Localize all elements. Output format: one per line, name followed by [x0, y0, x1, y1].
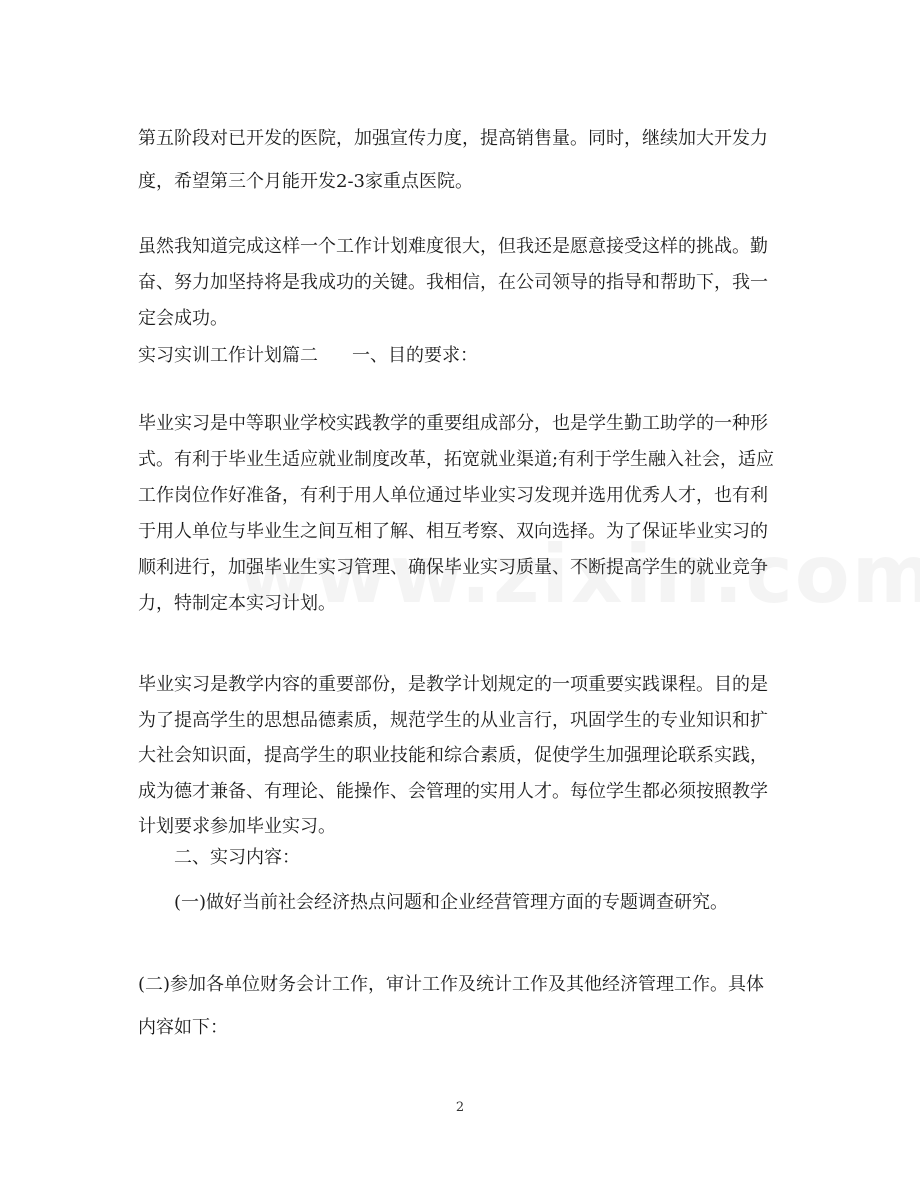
text-line: 于用人单位与毕业生之间互相了解、相互考察、双向选择。为了保证毕业实习的 — [138, 521, 768, 542]
section-heading-content: 二、实习内容： — [174, 847, 300, 868]
section-title: 实习实训工作计划篇二 — [138, 345, 318, 366]
text-line: 毕业实习是教学内容的重要部份，是教学计划规定的一项重要实践课程。目的是 — [138, 674, 768, 695]
text-line: 毕业实习是中等职业学校实践教学的重要组成部分，也是学生勤工助学的一种形 — [138, 413, 768, 434]
text-line: 虽然我知道完成这样一个工作计划难度很大，但我还是愿意接受这样的挑战。勤 — [138, 236, 768, 257]
section-title-line — [138, 339, 788, 373]
text-line: 成为德才兼备、有理论、能操作、会管理的实用人才。每位学生都必须按照教学 — [138, 780, 768, 802]
paragraph-stage-five — [138, 117, 788, 203]
text-line: 奋、努力加坚持将是我成功的关键。我相信，在公司领导的指导和帮助下，我一 — [138, 272, 768, 293]
page-number: 2 — [455, 1100, 465, 1115]
text-line: 式。有利于毕业生适应就业制度改革，拓宽就业渠道;有利于学生融入社会，适应 — [138, 449, 775, 470]
list-item-one: (一)做好当前社会经济热点问题和企业经营管理方面的专题调查研究。 — [174, 892, 729, 913]
section-heading-goals: 一、目的要求： — [352, 345, 478, 366]
text-line: 计划要求参加毕业实习。 — [138, 816, 336, 837]
text-line: 度，希望第三个月能开发2-3家重点医院。 — [138, 171, 473, 192]
text-line: 顺利进行，加强毕业生实习管理、确保毕业实习质量、不断提高学生的就业竞争 — [138, 557, 768, 578]
paragraph-challenge — [138, 229, 788, 337]
paragraph-internship-importance — [138, 406, 788, 622]
text-line: 为了提高学生的思想品德素质，规范学生的从业言行，巩固学生的专业知识和扩 — [138, 709, 768, 731]
paragraph-internship-purpose — [138, 667, 788, 845]
list-item-two — [138, 963, 788, 1049]
text-line: 工作岗位作好准备，有利于用人单位通过毕业实习发现并选用优秀人才，也有利 — [138, 485, 768, 506]
text-line: 力，特制定本实习计划。 — [138, 593, 336, 614]
text-line: 大社会知识面，提高学生的职业技能和综合素质，促使学生加强理论联系实践， — [138, 745, 768, 766]
text-line: 第五阶段对已开发的医院，加强宣传力度，提高销售量。同时，继续加大开发力 — [138, 128, 768, 149]
text-line: 内容如下： — [138, 1017, 228, 1038]
text-line: 定会成功。 — [138, 308, 228, 329]
text-line: (二)参加各单位财务会计工作，审计工作及统计工作及其他经济管理工作。具体 — [138, 974, 765, 995]
